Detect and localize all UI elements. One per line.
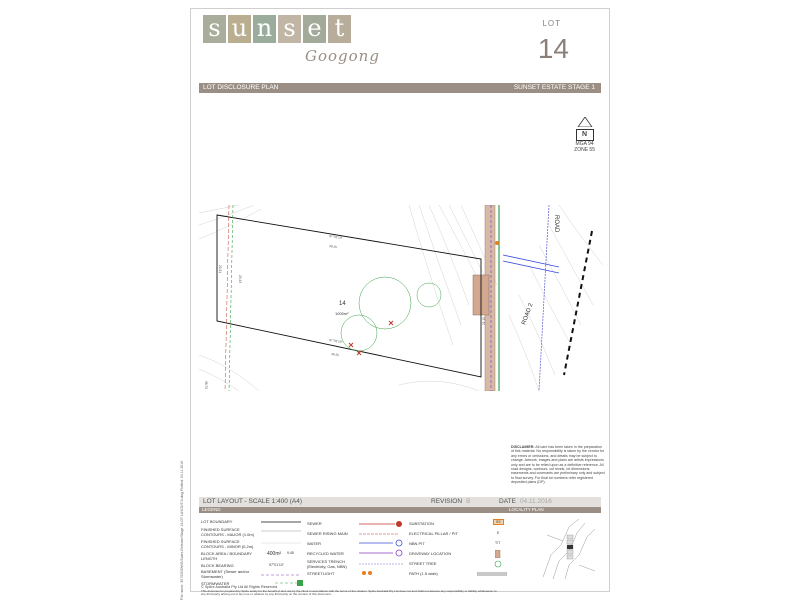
nbn-symbol: T/T — [495, 541, 501, 545]
legend-streetlight: STREETLIGHT — [307, 571, 335, 576]
revision — [431, 497, 470, 507]
logo-letter: u — [228, 15, 251, 43]
lot-number-label: 14 — [339, 301, 346, 307]
top-bearing: 97°01'10" — [328, 234, 343, 241]
legend-contour-minor: FINISHED SURFACE CONTOURS - MINOR (0.2m) — [201, 539, 254, 549]
tree-canopy-2 — [341, 315, 377, 351]
sewer-symbol — [359, 520, 403, 528]
file-reference-note: File name: 307920/DWG/Sales-Release/Stage 1/LOT LAYOUT/4.dwg Plotted: 04.11.2016 — [180, 460, 184, 600]
legend-sewer-rising-main: SEWER RISING MAIN — [307, 531, 348, 536]
legend-driveway: DRIVEWAY LOCATION — [409, 551, 452, 556]
sewer-line — [225, 205, 229, 391]
date — [499, 497, 552, 507]
legend-services-trench: SERVICES TRENCH (Electricity, Gas, NBN) — [307, 559, 347, 569]
legend-stormwater: STORMWATER — [201, 581, 230, 586]
plan-title: LOT DISCLOSURE PLAN — [203, 84, 279, 91]
right-length: 21.10 — [482, 317, 486, 325]
subject-lot-marker — [567, 545, 573, 549]
lot-area-label: 1000m² — [335, 311, 349, 316]
left-length: 20.31 — [218, 265, 222, 273]
layout-bar — [199, 497, 601, 507]
left-length-2: 25.43 — [238, 275, 242, 283]
water-symbol — [359, 539, 403, 547]
bottom-length: 48.25 — [330, 352, 340, 358]
water-line-2 — [503, 261, 559, 273]
street-tree-icon — [494, 560, 502, 568]
title-bar — [199, 83, 601, 93]
disclosure-plan-sheet — [190, 8, 610, 597]
brand-logo-letters — [203, 15, 351, 43]
basement-symbol — [261, 573, 301, 577]
footer — [201, 585, 501, 597]
path-symbol — [477, 572, 507, 576]
bottom-bearing: 97°01'10" — [328, 338, 343, 345]
lot-boundary-symbol — [261, 520, 301, 524]
grid-datum: MGA 94 — [575, 141, 594, 147]
legend-block-bearing: BLOCK BEARING — [201, 563, 234, 568]
disclaimer-body: All care has been taken in the preparation of this material. No responsibility is taken by the vendor for any errors or omissions, and details may be subject to change. Artwork, images and plans are artists impressions only and are to be relied upon as a definitive reference. All road designs, contours, cut levels, lot dimensions, easements and covenants are preliminary only and subject to final survey. For final lot numbers refer registered deposited plans (DP). — [511, 445, 605, 485]
brand-logo — [203, 15, 351, 43]
contour-minor-symbol — [261, 541, 301, 545]
north-arrow — [574, 117, 595, 153]
date-label: DATE — [499, 498, 516, 505]
services-trench-symbol — [359, 561, 403, 567]
road-name-top: ROAD — [553, 215, 559, 233]
services-trench — [539, 205, 549, 391]
lot-label: LOT — [542, 19, 561, 28]
tree-removal-marks — [349, 321, 393, 355]
streetlight-marker — [495, 241, 499, 245]
logo-letter: n — [253, 15, 276, 43]
logo-letter: t — [328, 15, 351, 43]
logo-letter: e — [303, 15, 326, 43]
logo-letter: s — [203, 15, 226, 43]
top-length: 49.25 — [328, 244, 338, 250]
copyright: © Spiire Australia Pty Ltd All Rights Reserved — [201, 585, 278, 589]
locality-plan-map — [539, 515, 599, 581]
estate-stage: SUNSET ESTATE STAGE 1 — [513, 84, 595, 91]
legend-title: LEGEND — [202, 507, 221, 512]
recycled-water-symbol — [359, 549, 403, 557]
substation-symbol: SS — [493, 519, 504, 525]
lot-layout-drawing — [199, 205, 603, 391]
water-line — [503, 255, 559, 267]
legend-lot-boundary: LOT BOUNDARY — [201, 519, 233, 524]
legend-path: PATH (1.5 wide) — [409, 571, 438, 576]
legend-bearing-sample: 97°01'10" — [269, 563, 284, 567]
revision-label: REVISION — [431, 498, 463, 505]
layout-scale: LOT LAYOUT - SCALE 1:400 (A4) — [203, 498, 302, 505]
disclaimer — [511, 445, 605, 485]
legend-contour-major: FINISHED SURFACE CONTOURS - MAJOR (1.0m) — [201, 527, 255, 537]
sewer-rising-main-symbol — [359, 530, 403, 538]
legend-area-sample: 400m² — [267, 551, 282, 557]
footer-note: This document is prepared by Spiire solely for the benefit of and use by the client in accordance with the terms of the retainer. Spiire Australia Pty Ltd does not and shall not assume any responsibility or liability whatsoever to any third party arising out of any use or reliance by any third party on the content of this document. — [201, 588, 497, 597]
north-arrow-icon — [575, 117, 595, 127]
legend-sewer: SEWER — [307, 521, 322, 526]
legend-street-tree: STREET TREE — [409, 561, 437, 566]
road-name-2: ROAD 2 — [521, 302, 535, 326]
locality-title: LOCALITY PLAN — [509, 507, 544, 512]
legend-length-sample: 9.45 — [287, 551, 294, 555]
legend-recycled-water: RECYCLED WATER — [307, 551, 344, 556]
driveway-symbol — [495, 550, 501, 558]
tree-canopy — [359, 277, 411, 329]
grid-zone: ZONE 55 — [574, 147, 595, 153]
north-letter: N — [576, 129, 594, 141]
streetlight-symbol — [361, 570, 373, 576]
brand-subtitle: Googong — [305, 47, 380, 65]
legend — [201, 517, 501, 589]
legend-header — [199, 507, 601, 513]
legend-basement: BASEMENT (Sewer and/or Stormwater) — [201, 569, 250, 579]
legend-substation: SUBSTATION — [409, 521, 434, 526]
revision-value: B — [466, 498, 471, 505]
tree-canopy-3 — [417, 283, 441, 307]
lot-number: 14 — [537, 33, 569, 64]
legend-block-area: BLOCK AREA / BOUNDARY LENGTH — [201, 551, 252, 561]
legend-electrical-pillar: ELECTRICAL PILLAR / PIT — [409, 531, 458, 536]
disclaimer-heading: DISCLAIMER: — [511, 445, 535, 449]
lot-boundary — [217, 215, 481, 377]
legend-water: WATER — [307, 541, 321, 546]
corner-dimension: 38.70 — [204, 381, 208, 389]
date-value: 04.11.2016 — [519, 498, 552, 505]
stormwater-line — [229, 205, 233, 391]
stage-boundary — [564, 231, 592, 375]
pillar-symbol: E — [497, 531, 500, 535]
legend-nbn-pit: NBN PIT — [409, 541, 425, 546]
contour-major-symbol — [261, 529, 301, 533]
logo-letter: s — [278, 15, 301, 43]
contour-lines — [199, 205, 603, 391]
